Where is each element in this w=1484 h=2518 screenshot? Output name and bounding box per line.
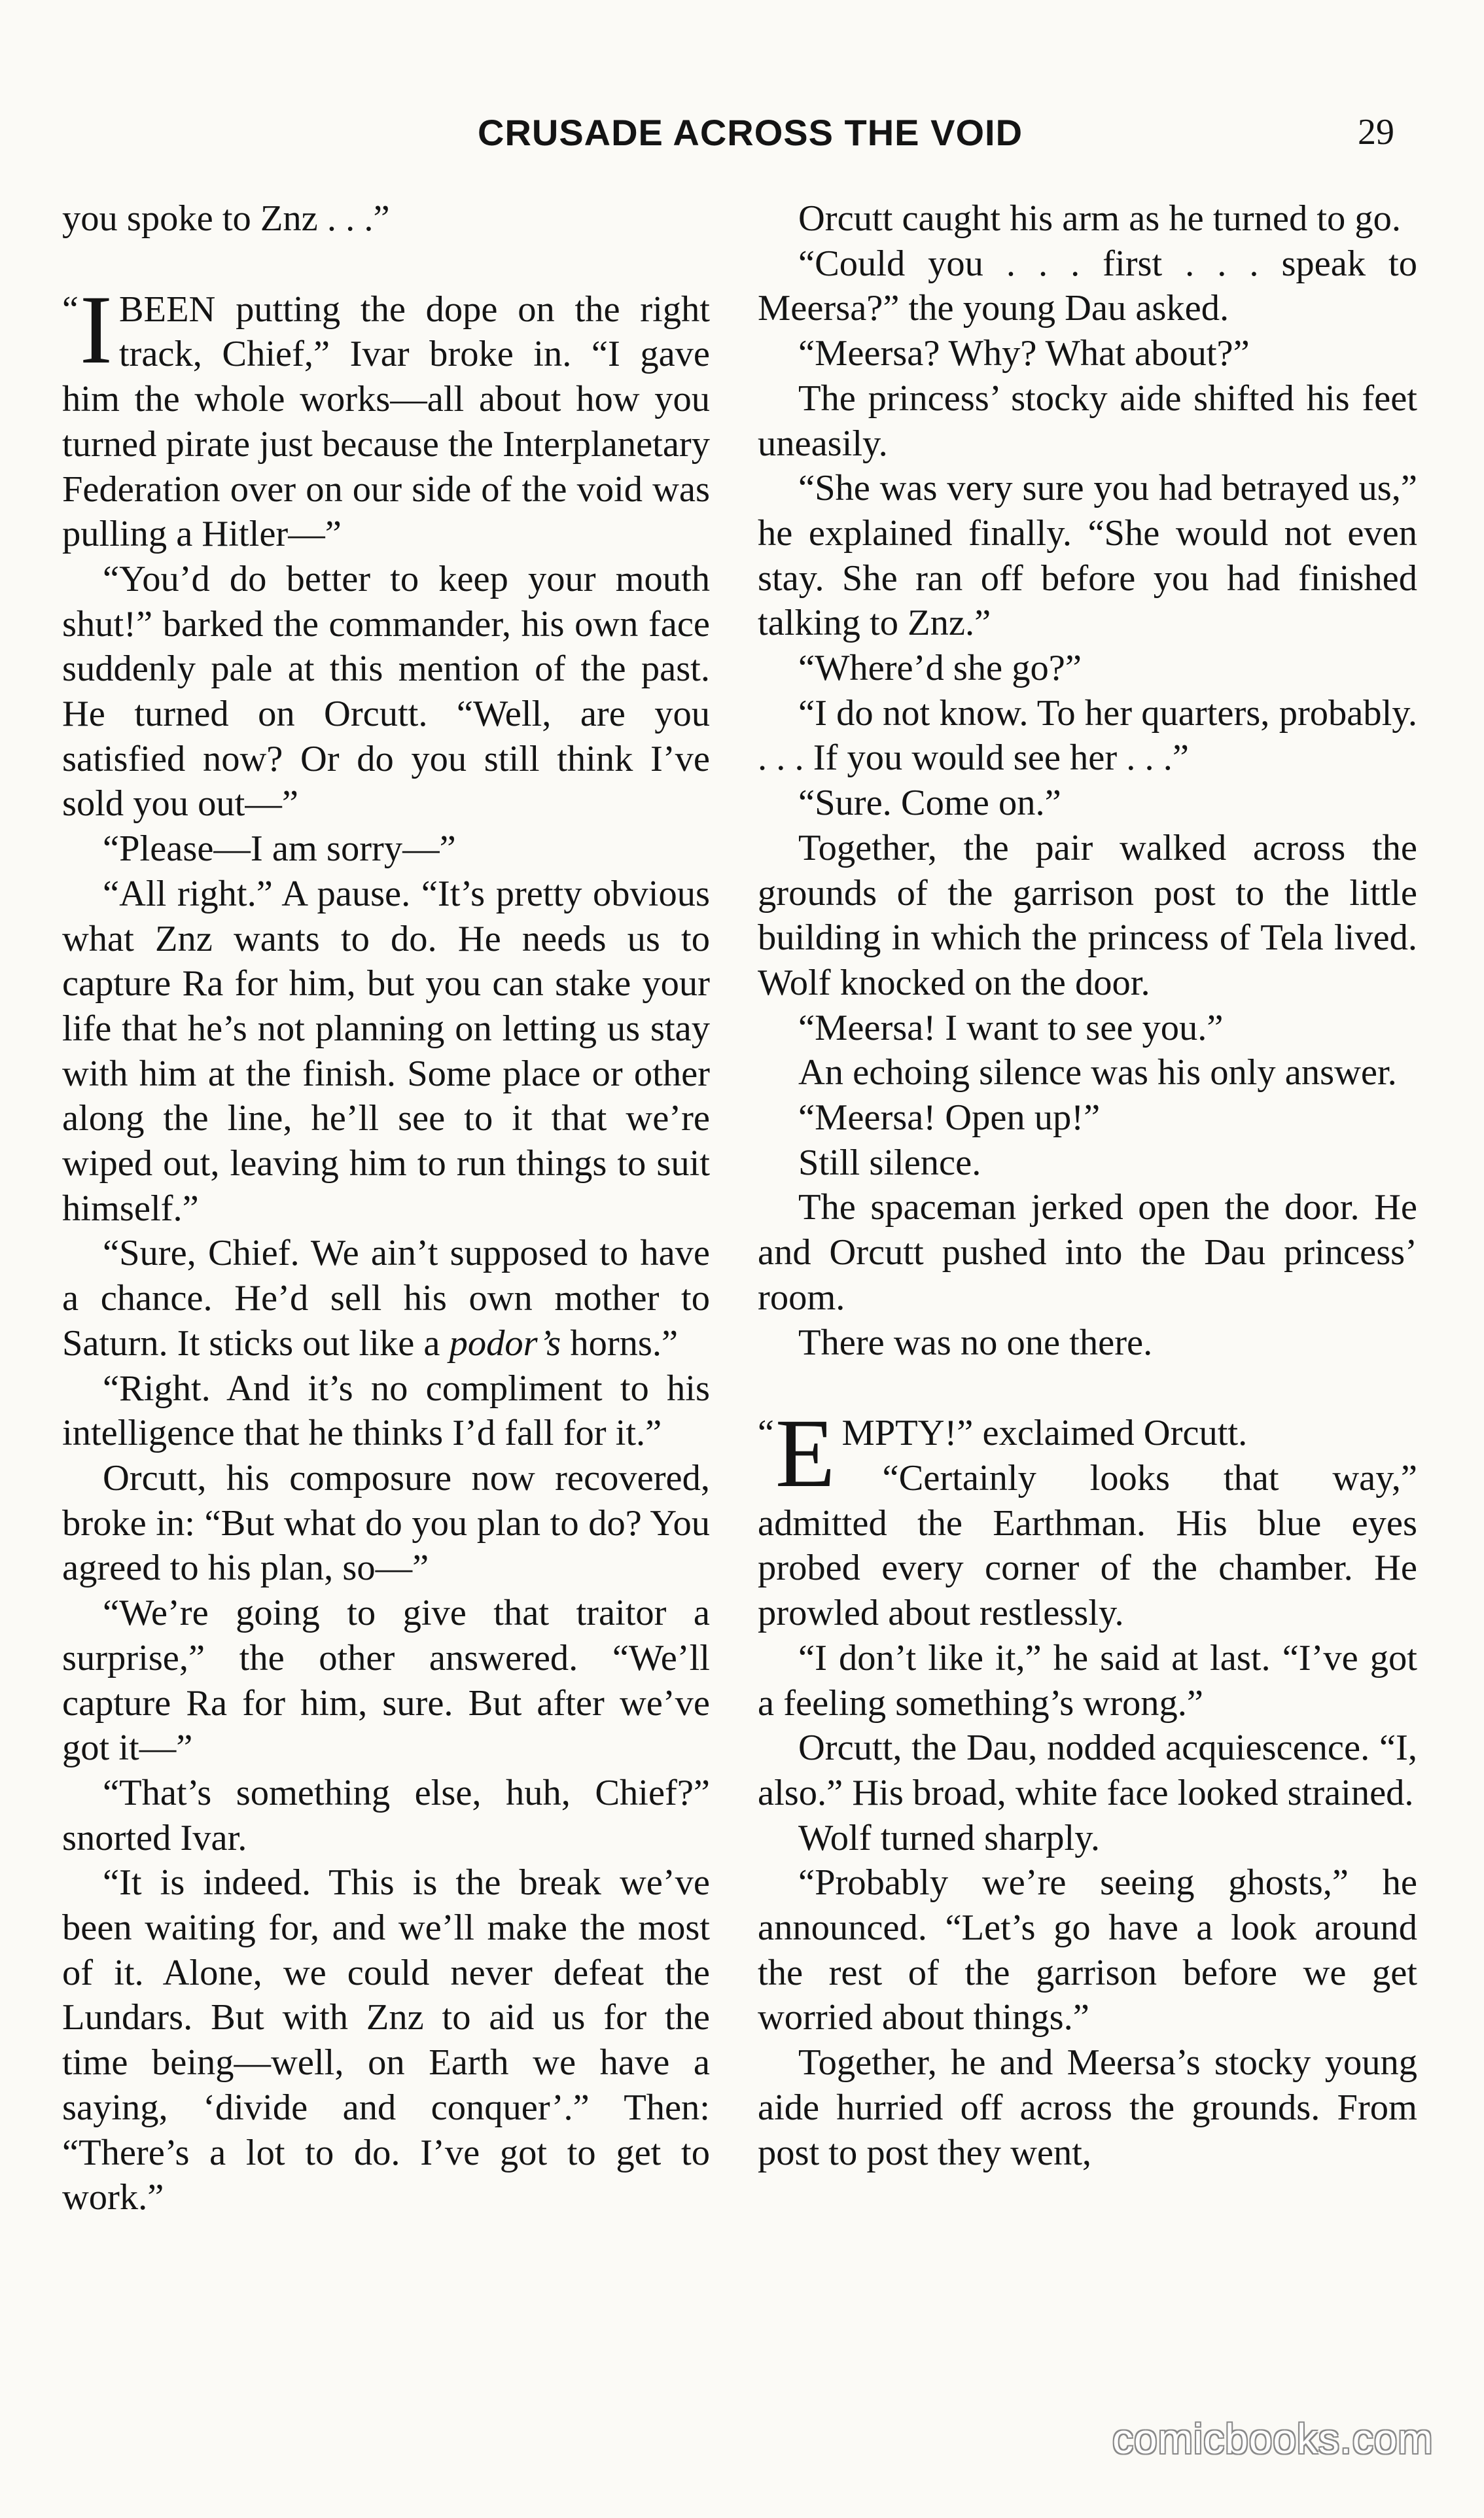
paragraph: “Sure. Come on.” (798, 783, 1061, 824)
paragraph: “Please—I am sorry—” (103, 828, 456, 870)
paragraph: There was no one there. (798, 1322, 1153, 1363)
paragraph: “Could you . . . first . . . speak to Meersa?” the young Dau asked. (758, 243, 1417, 329)
paragraph: An echoing silence was his only answer. (798, 1052, 1397, 1093)
open-quote: “ (758, 1413, 774, 1454)
paragraph: “Certainly looks that way,” admitted the Earthman. His blue eyes probed every corner of the chamber. He prowled about restlessly. (758, 1457, 1417, 1634)
drop-cap-letter: E (775, 1399, 836, 1508)
paragraph: The princess’ stocky aide shifted his feet uneasily. (758, 378, 1417, 464)
paragraph: “Meersa? Why? What about?” (798, 333, 1250, 374)
left-column (62, 196, 710, 2220)
paragraph-text: MPTY!” exclaimed Orcutt. (841, 1413, 1248, 1454)
paragraph: “Meersa! I want to see you.” (798, 1007, 1224, 1048)
paragraph: Orcutt, his composure now recovered, broke in: “But what do you plan to do? You agreed to his plan, so—” (62, 1457, 710, 1589)
paragraph-dropcap (62, 275, 710, 557)
paragraph: “Where’d she go?” (798, 648, 1082, 689)
paragraph: “You’d do better to keep your mouth shut!” barked the commander, his own face suddenly pale at this mention of the past. He turned on Orcutt. “Well, are you satisfied now? Or do you still think I’ve sold you out—” (62, 558, 710, 825)
page-number: 29 (1358, 112, 1394, 152)
paragraph: “Meersa! Open up!” (798, 1097, 1101, 1139)
paragraph-text: “Sure, Chief. We ain’t supposed to have a chance. He’d sell his own mother to Saturn. It sticks out like a (62, 1233, 710, 1364)
paragraph: Orcutt caught his arm as he turned to go. (798, 198, 1402, 239)
site-watermark: comicbooks.com (1112, 2415, 1434, 2462)
drop-cap-letter: I (79, 275, 113, 384)
paragraph: you spoke to Znz . . .” (62, 198, 390, 239)
open-quote: “ (62, 289, 79, 330)
paragraph: “Probably we’re seeing ghosts,” he announced. “Let’s go have a look around the rest of the garrison before we get worried about things.” (758, 1862, 1417, 2038)
paragraph-dropcap (758, 1399, 1417, 1508)
paragraph: “I do not know. To her quarters, probably. . . . If you would see her . . .” (758, 692, 1417, 779)
paragraph: “Right. And it’s no compliment to his intelligence that he thinks I’d fall for it.” (62, 1368, 710, 1454)
paragraph: “That’s something else, huh, Chief?” snorted Ivar. (62, 1772, 710, 1858)
paragraph: “All right.” A pause. “It’s pretty obvious what Znz wants to do. He needs us to capture Ra for him, but you can stake your life that he’s not planning on letting us stay with him at the finish. Some place or other along the line, he’ll see to it that we’re wiped out, leaving him to run things to suit himself.” (62, 873, 710, 1229)
paragraph: “I don’t like it,” he said at last. “I’ve got a feeling something’s wrong.” (758, 1637, 1417, 1724)
paragraph: “It is indeed. This is the break we’ve been waiting for, and we’ll make the most of it. Alone, we could never defeat the Lundars. But with Znz to aid us for the time being—well, on Earth we have a saying, ‘divide and conquer’.” Then: “There’s a lot to do. I’ve got to get to work.” (62, 1862, 710, 2218)
right-column (758, 196, 1417, 2175)
paragraph: Together, the pair walked across the grounds of the garrison post to the little building in which the princess of Tela lived. Wolf knocked on the door. (758, 827, 1417, 1003)
paragraph: “She was very sure you had betrayed us,” he explained finally. “She would not even stay. She ran off before you had finished talking to Znz.” (758, 468, 1417, 644)
paragraph: Together, he and Meersa’s stocky young aide hurried off across the grounds. From post to post they went, (758, 2042, 1417, 2173)
paragraph-text: horns.” (561, 1322, 679, 1364)
paragraph (62, 1231, 710, 1366)
italic-word: podor’s (449, 1322, 561, 1364)
paragraph: Orcutt, the Dau, nodded acquiescence. “I, also.” His broad, white face looked strained. (758, 1728, 1417, 1813)
paragraph: Still silence. (798, 1142, 981, 1183)
paragraph: “We’re going to give that traitor a surprise,” the other answered. “We’ll capture Ra for him, sure. But after we’ve got it—” (62, 1593, 710, 1769)
paragraph-text: BEEN putting the dope on the right track, Chief,” Ivar broke in. “I gave him the whole works—all about how you turned pirate just because the Interplanetary Federation over on our side of the void was pulling a Hitler—” (62, 289, 710, 555)
paragraph: The spaceman jerked open the door. He and Orcutt pushed into the Dau princess’ room. (758, 1187, 1417, 1318)
paragraph: Wolf turned sharply. (798, 1817, 1100, 1858)
running-header (0, 111, 1484, 183)
running-title: CRUSADE ACROSS THE VOID (478, 112, 1023, 153)
